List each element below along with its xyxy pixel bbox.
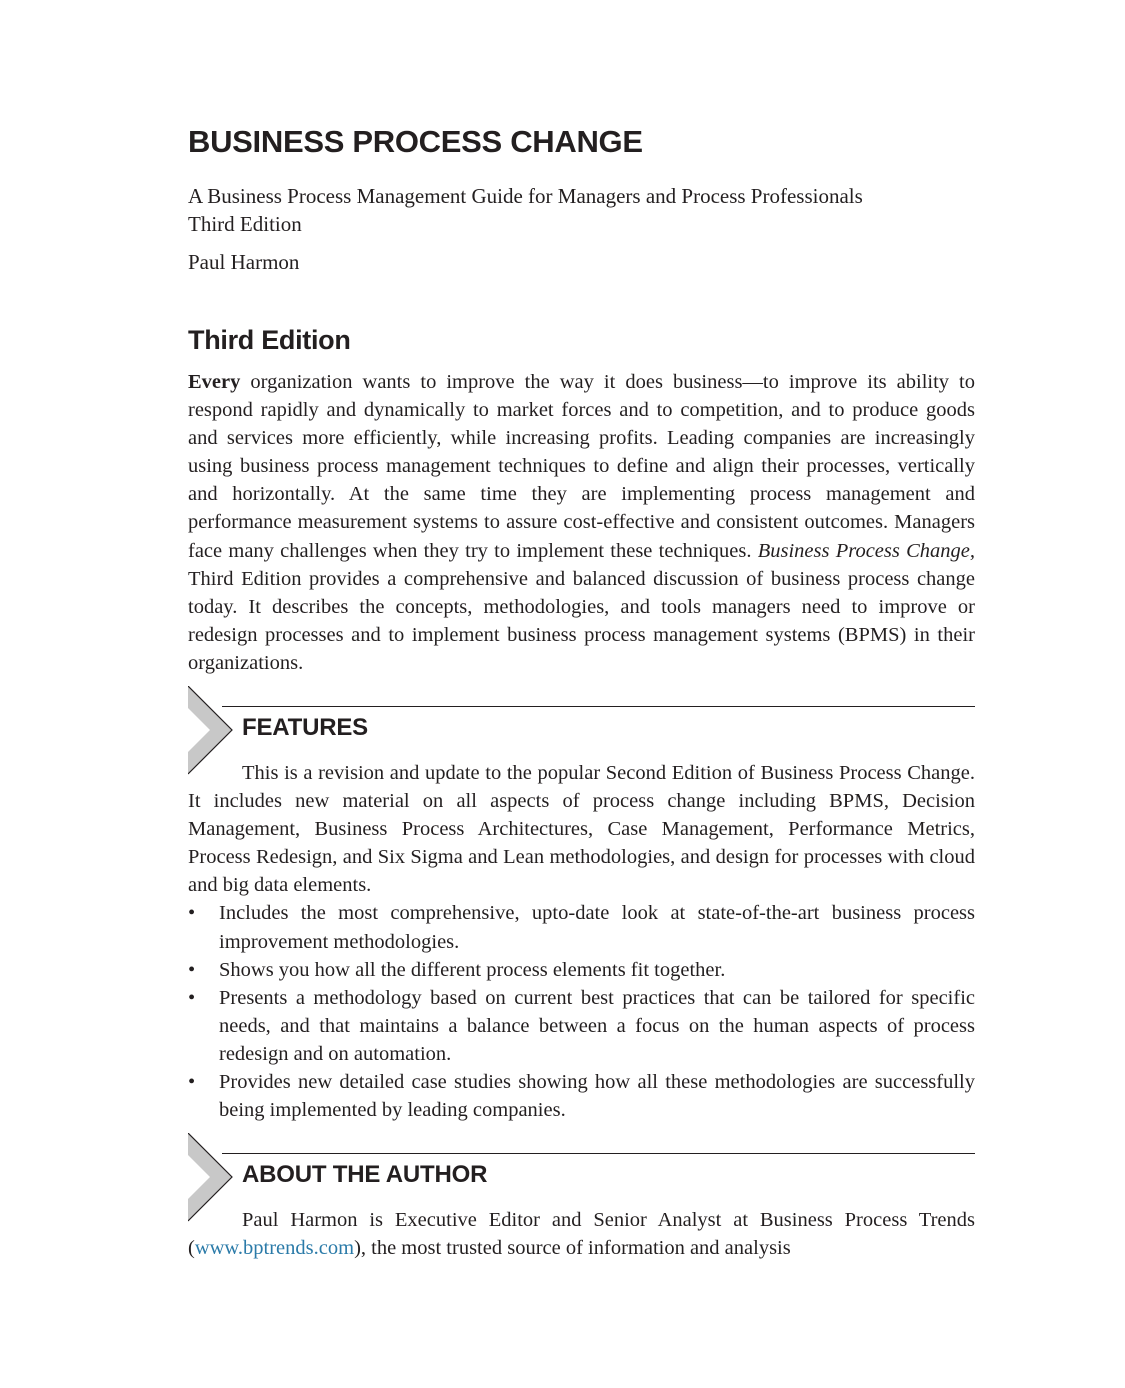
- about-text-2: ), the most trusted source of information and analysis: [354, 1237, 791, 1260]
- about-rule: [222, 1153, 975, 1154]
- features-intro: This is a revision and update to the popular Second Edition of Business Process Change. It includes new material on all aspects of process change including BPMS, Decision Management, Business Process Architectures, Case Management, Performance Metrics, Process Redesign, and Six Sigma and Lean methodologies, and design for processes with cloud and big data elements.: [188, 762, 975, 897]
- features-body: [188, 759, 975, 1124]
- bullet-icon: •: [188, 902, 196, 925]
- list-item-text: Provides new detailed case studies showing how all these methodologies are successfully being implemented by leading companies.: [219, 1071, 975, 1122]
- lead-word: Every: [188, 371, 241, 393]
- intro-text-1: organization wants to improve the way it does business—to improve its ability to respond rapidly and dynamically to market forces and to competition, and to produce goods and services more efficiently, while increasing profits. Leading companies are increasingly using business process management techniques to define and align their processes, vertically and horizontally. At the same time they are implementing process management and performance measurement systems to assure cost-effective and consistent outcomes. Managers face many challenges when they try to implement these techniques.: [188, 371, 975, 562]
- list-item: [188, 956, 975, 984]
- list-item-text: Presents a methodology based on current best practices that can be tailored for specific needs, and that maintains a balance between a focus on the human aspects of process redesign and on automation.: [219, 986, 975, 1065]
- intro-paragraph: [188, 368, 975, 677]
- list-item: [188, 899, 975, 955]
- book-subtitle: [188, 182, 975, 238]
- subtitle-line-2: Third Edition: [188, 212, 302, 236]
- subtitle-line-1: A Business Process Management Guide for Managers and Process Professionals: [188, 184, 863, 208]
- list-item: [188, 984, 975, 1068]
- list-item-text: Includes the most comprehensive, upto-date look at state-of-the-art business process improvement methodologies.: [219, 902, 975, 953]
- bullet-icon: •: [188, 958, 196, 981]
- list-item: [188, 1068, 975, 1124]
- intro-text-2: Third Edition provides a comprehensive and balanced discussion of business process change today. It describes the concepts, methodologies, and tools managers need to improve or redesign processes and to implement business process management systems (BPMS) in their organizations.: [188, 567, 975, 674]
- features-rule: [222, 706, 975, 707]
- book-title: BUSINESS PROCESS CHANGE: [188, 124, 643, 159]
- about-paragraph: [188, 1206, 975, 1262]
- features-heading: FEATURES: [242, 714, 368, 741]
- list-item-text: Shows you how all the different process elements fit together.: [219, 958, 726, 981]
- intro-italic-title: Business Process Change,: [757, 539, 975, 562]
- features-list: [188, 899, 975, 1124]
- about-body: [188, 1206, 975, 1262]
- book-author: Paul Harmon: [188, 250, 300, 274]
- bullet-icon: •: [188, 986, 196, 1009]
- about-heading: ABOUT THE AUTHOR: [242, 1161, 488, 1188]
- about-text-1: Paul Harmon is Executive Editor and Senior Analyst at Business Process Trends (: [188, 1209, 975, 1260]
- bullet-icon: •: [188, 1071, 196, 1094]
- edition-heading: Third Edition: [188, 325, 351, 355]
- bptrends-link[interactable]: www.bptrends.com: [194, 1237, 355, 1260]
